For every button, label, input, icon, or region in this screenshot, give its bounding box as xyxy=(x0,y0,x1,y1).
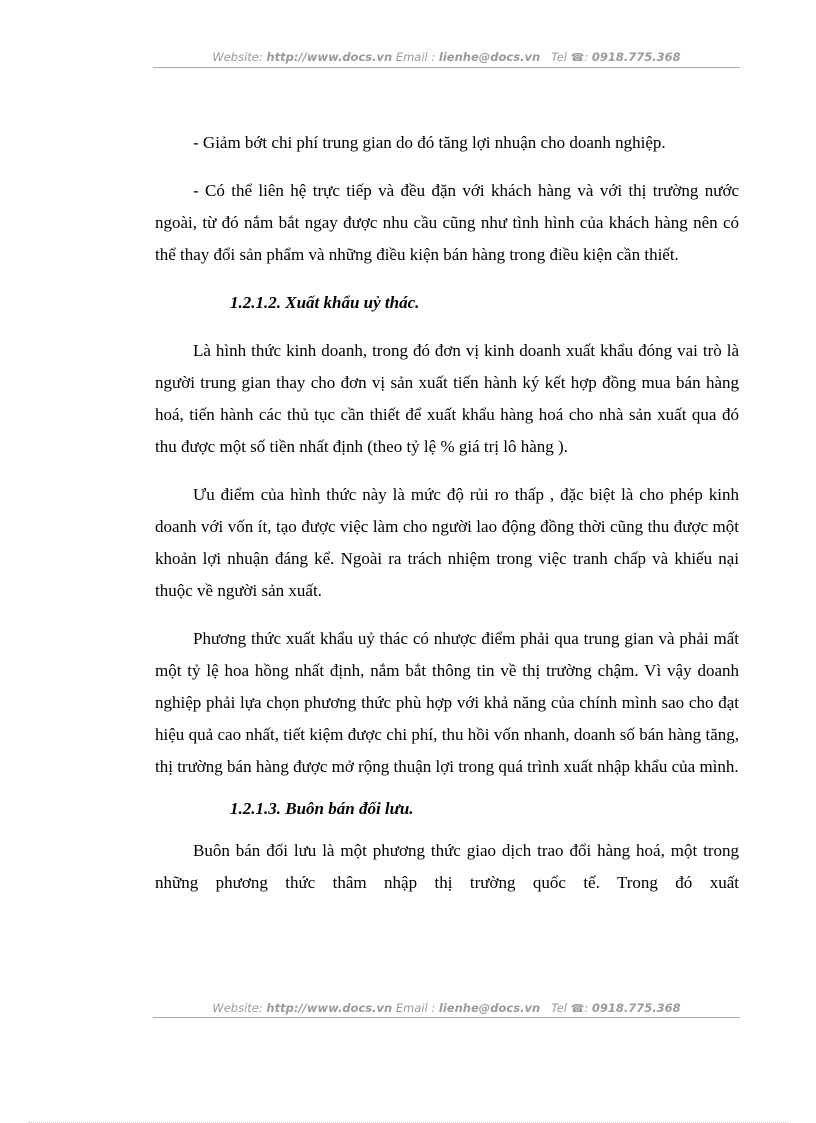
paragraph-4: Ưu điểm của hình thức này là mức độ rủi ro thấp , đặc biệt là cho phép kinh doanh với vốn ít, tạo được việc làm cho người lao động đồng thời cũng thu được một khoản lợi nhuận đáng kể. Ngoài ra trách nhiệm trong việc tranh chấp và khiếu nại thuộc về người sản xuất. xyxy=(155,485,739,600)
header-tel-label: Tel xyxy=(551,50,567,64)
paragraph-5: Phương thức xuất khẩu uỷ thác có nhược điểm phải qua trung gian và phải mất một tỷ lệ hoa hồng nhất định, nắm bắt thông tin về thị trường chậm. Vì vậy doanh nghiệp phải lựa chọn phương thức phù hợp với khả năng của chính mình sao cho đạt hiệu quả cao nhất, tiết kiệm được chi phí, thu hồi vốn nhanh, doanh số bán hàng tăng, thị trường bán hàng được mở rộng thuận lợi trong quá trình xuất nhập khẩu của mình. xyxy=(155,629,739,776)
header-phone-number: 0918.775.368 xyxy=(591,50,681,64)
section-heading-1-2-1-3: 1.2.1.3. Buôn bán đối lưu. xyxy=(230,799,414,818)
header-email-link[interactable]: lienhe@docs.vn xyxy=(438,50,541,64)
footer-email-label: Email : xyxy=(395,1001,436,1015)
paragraph-2: - Có thể liên hệ trực tiếp và đều đặn với khách hàng và với thị trường nước ngoài, từ đó nắm bắt ngay được nhu cầu cũng như tình hình của khách hàng nên có thể thay đổi sản phẩm và những điều kiện bán hàng trong điều kiện cần thiết. xyxy=(155,181,739,264)
phone-icon: ☎ xyxy=(570,51,585,64)
paragraph-6: Buôn bán đối lưu là một phương thức giao dịch trao đổi hàng hoá, một trong những phương thức thâm nhập thị trường quốc tế. Trong đó xuất xyxy=(155,841,739,892)
header-website-label: Website: xyxy=(212,50,263,64)
header-website-link[interactable]: http://www.docs.vn xyxy=(266,50,393,64)
footer-phone-number: 0918.775.368 xyxy=(591,1001,681,1015)
page-footer xyxy=(153,1001,740,1015)
footer-website-label: Website: xyxy=(212,1001,263,1015)
footer-email-link[interactable]: lienhe@docs.vn xyxy=(438,1001,541,1015)
footer-tel-label: Tel xyxy=(551,1001,567,1015)
paragraph-3: Là hình thức kinh doanh, trong đó đơn vị kinh doanh xuất khẩu đóng vai trò là người trung gian thay cho đơn vị sản xuất tiến hành ký kết hợp đồng mua bán hàng hoá, tiến hành các thủ tục cần thiết để xuất khẩu hàng hoá cho nhà sản xuất qua đó thu được một số tiền nhất định (theo tỷ lệ % giá trị lô hàng ). xyxy=(155,341,739,456)
section-heading-1-2-1-2: 1.2.1.2. Xuất khẩu uỷ thác. xyxy=(230,293,420,312)
header-tel-sep: : xyxy=(584,50,589,64)
footer-tel-sep: : xyxy=(584,1001,589,1015)
footer-website-link[interactable]: http://www.docs.vn xyxy=(266,1001,393,1015)
document-body xyxy=(155,127,739,899)
footer-rule xyxy=(153,1017,740,1018)
paragraph-1: - Giảm bớt chi phí trung gian do đó tăng lợi nhuận cho doanh nghiệp. xyxy=(193,133,666,152)
header-email-label: Email : xyxy=(395,50,436,64)
phone-icon: ☎ xyxy=(570,1002,585,1015)
header-rule xyxy=(153,67,740,68)
page-header xyxy=(153,50,740,64)
